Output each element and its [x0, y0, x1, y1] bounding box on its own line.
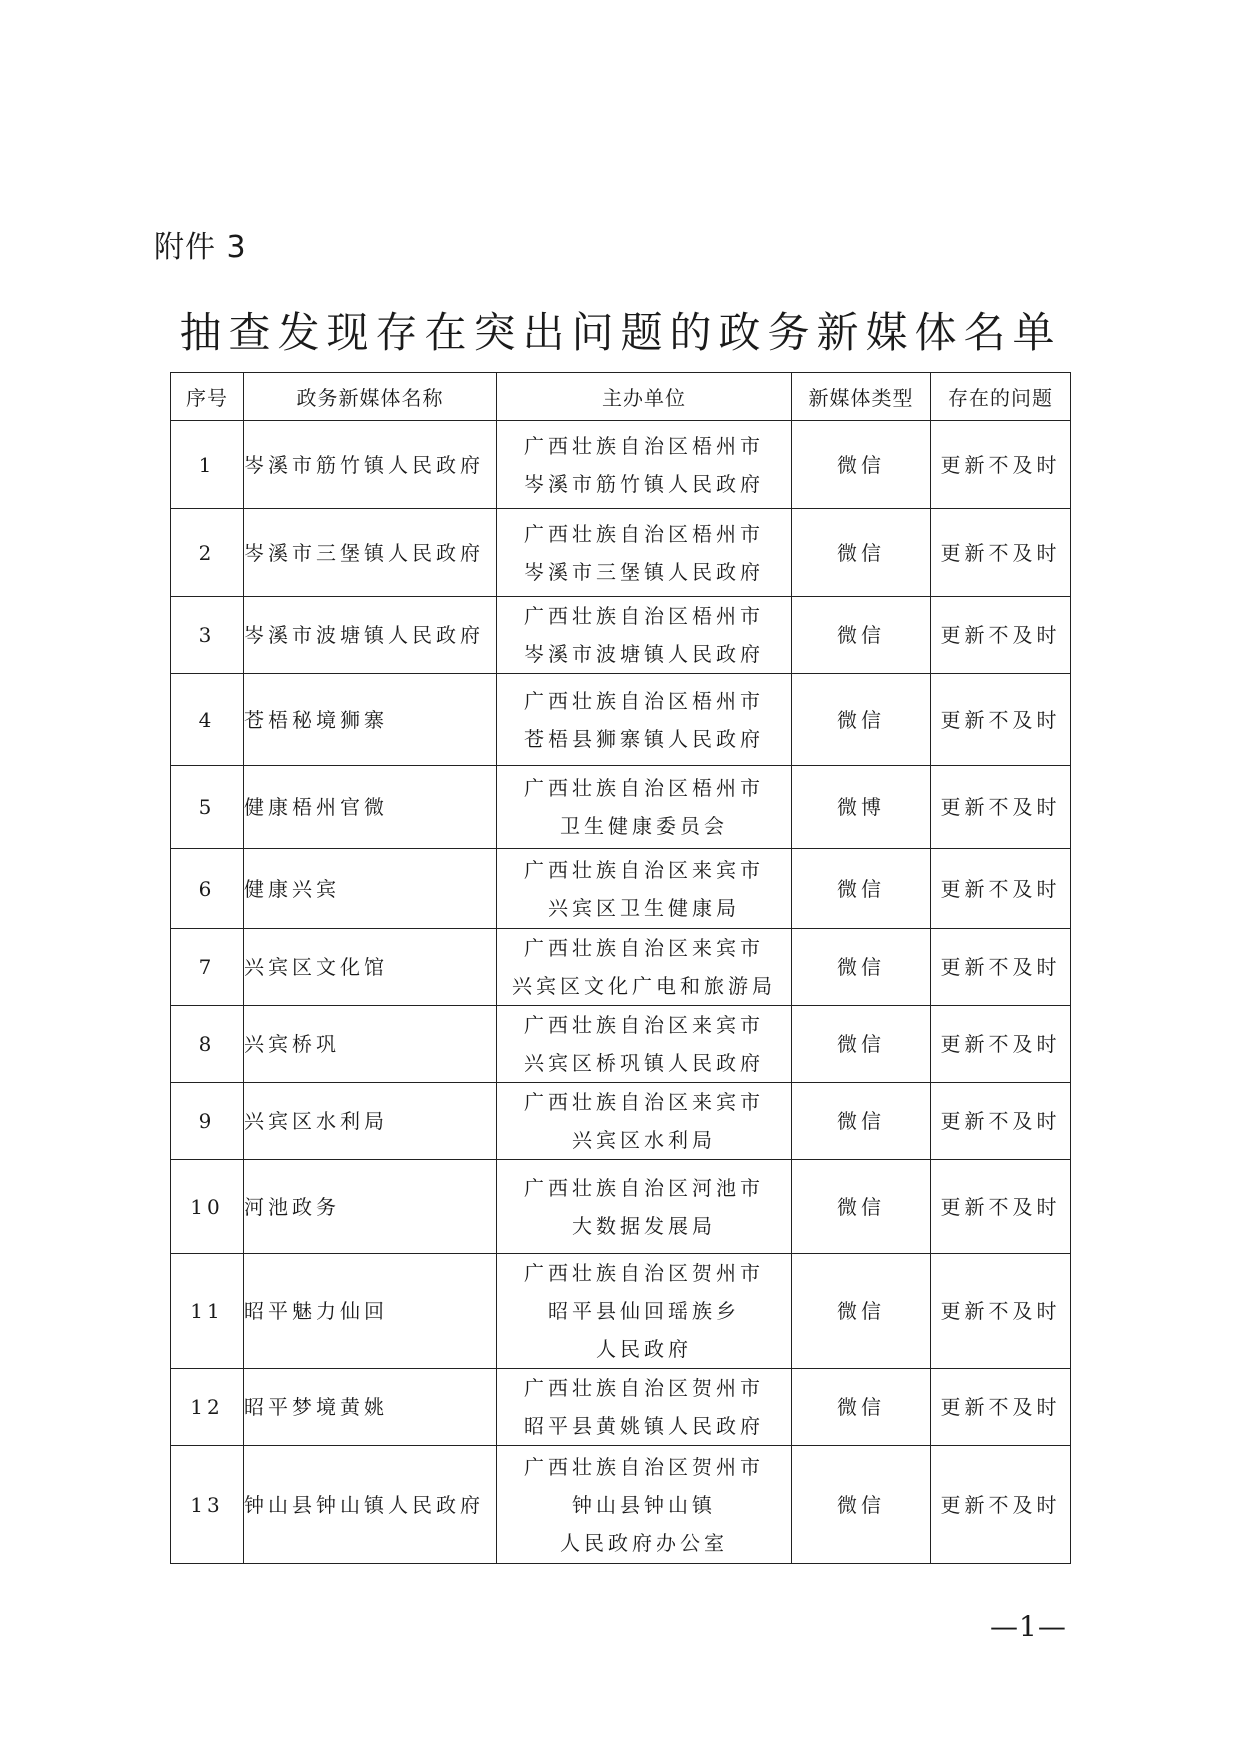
cell-org-line: 广西壮族自治区梧州市 [524, 604, 764, 628]
cell-org-line: 昭平县黄姚镇人民政府 [524, 1414, 764, 1438]
cell-org-line: 广西壮族自治区来宾市 [524, 936, 764, 960]
cell-issue: 更新不及时 [931, 1083, 1071, 1160]
cell-issue: 更新不及时 [931, 929, 1071, 1006]
table-row [171, 509, 1071, 597]
cell-no: 4 [171, 674, 244, 766]
cell-issue: 更新不及时 [931, 421, 1071, 509]
cell-issue: 更新不及时 [931, 766, 1071, 849]
cell-org-line: 昭平县仙回瑶族乡 [548, 1299, 740, 1323]
col-header-type: 新媒体类型 [792, 373, 931, 421]
cell-issue: 更新不及时 [931, 1446, 1071, 1564]
cell-org [497, 1254, 792, 1369]
media-list-table [170, 372, 1071, 1564]
cell-name: 岑溪市波塘镇人民政府 [244, 597, 497, 674]
cell-org-line: 广西壮族自治区来宾市 [524, 857, 764, 882]
table-row [171, 929, 1071, 1006]
cell-no: 1 [171, 421, 244, 509]
cell-type: 微信 [792, 1006, 931, 1083]
cell-type: 微信 [792, 849, 931, 929]
cell-issue: 更新不及时 [931, 597, 1071, 674]
cell-org-line: 广西壮族自治区贺州市 [524, 1261, 764, 1285]
table-row [171, 766, 1071, 849]
cell-org-line: 广西壮族自治区梧州市 [524, 776, 764, 800]
cell-org-line: 广西壮族自治区梧州市 [524, 521, 764, 546]
cell-org [497, 1006, 792, 1083]
cell-name: 昭平梦境黄姚 [244, 1369, 497, 1446]
cell-org-line: 钟山县钟山镇 [572, 1492, 716, 1517]
cell-type: 微信 [792, 597, 931, 674]
cell-org-line: 大数据发展局 [572, 1213, 716, 1238]
cell-type: 微博 [792, 766, 931, 849]
cell-type: 微信 [792, 1160, 931, 1254]
cell-org [497, 421, 792, 509]
cell-org-line: 苍梧县狮寨镇人民政府 [524, 726, 764, 751]
table-row [171, 849, 1071, 929]
cell-type: 微信 [792, 674, 931, 766]
table-row [171, 674, 1071, 766]
cell-no: 12 [171, 1369, 244, 1446]
table-row [171, 1083, 1071, 1160]
cell-name: 健康兴宾 [244, 849, 497, 929]
cell-type: 微信 [792, 929, 931, 1006]
cell-org-line: 广西壮族自治区梧州市 [524, 688, 764, 713]
cell-name: 健康梧州官微 [244, 766, 497, 849]
cell-issue: 更新不及时 [931, 1254, 1071, 1369]
cell-name: 钟山县钟山镇人民政府 [244, 1446, 497, 1564]
cell-type: 微信 [792, 1083, 931, 1160]
cell-org-line: 卫生健康委员会 [560, 814, 728, 838]
table-row [171, 1254, 1071, 1369]
cell-org-line: 岑溪市三堡镇人民政府 [524, 559, 764, 584]
cell-org-line: 兴宾区卫生健康局 [548, 895, 740, 920]
cell-org [497, 1083, 792, 1160]
cell-type: 微信 [792, 421, 931, 509]
page-number: —1— [990, 1610, 1067, 1643]
cell-name: 兴宾区文化馆 [244, 929, 497, 1006]
col-header-name: 政务新媒体名称 [244, 373, 497, 421]
cell-type: 微信 [792, 509, 931, 597]
cell-org-line: 广西壮族自治区贺州市 [524, 1454, 764, 1479]
cell-type: 微信 [792, 1446, 931, 1564]
cell-org-line: 兴宾区水利局 [572, 1128, 716, 1152]
cell-org-line: 广西壮族自治区来宾市 [524, 1090, 764, 1114]
cell-no: 2 [171, 509, 244, 597]
table-row [171, 1006, 1071, 1083]
table-row [171, 1160, 1071, 1254]
cell-org [497, 597, 792, 674]
cell-no: 10 [171, 1160, 244, 1254]
cell-name: 昭平魅力仙回 [244, 1254, 497, 1369]
cell-no: 11 [171, 1254, 244, 1369]
cell-no: 7 [171, 929, 244, 1006]
col-header-org: 主办单位 [497, 373, 792, 421]
table-row [171, 421, 1071, 509]
table-row [171, 1369, 1071, 1446]
cell-org-line: 岑溪市波塘镇人民政府 [524, 642, 764, 666]
cell-org [497, 1160, 792, 1254]
document-title: 抽查发现存在突出问题的政务新媒体名单 [179, 308, 1062, 357]
cell-org-line: 人民政府 [596, 1337, 692, 1361]
cell-org-line: 兴宾区文化广电和旅游局 [512, 974, 776, 998]
cell-name: 岑溪市筋竹镇人民政府 [244, 421, 497, 509]
cell-type: 微信 [792, 1254, 931, 1369]
cell-org-line: 广西壮族自治区来宾市 [524, 1013, 764, 1037]
cell-issue: 更新不及时 [931, 1160, 1071, 1254]
cell-issue: 更新不及时 [931, 1006, 1071, 1083]
cell-no: 9 [171, 1083, 244, 1160]
cell-name: 岑溪市三堡镇人民政府 [244, 509, 497, 597]
cell-org-line: 广西壮族自治区贺州市 [524, 1376, 764, 1400]
cell-org-line: 岑溪市筋竹镇人民政府 [524, 471, 764, 496]
cell-org [497, 849, 792, 929]
cell-no: 5 [171, 766, 244, 849]
cell-no: 3 [171, 597, 244, 674]
cell-no: 6 [171, 849, 244, 929]
cell-org-line: 广西壮族自治区河池市 [524, 1175, 764, 1200]
cell-org [497, 766, 792, 849]
cell-no: 13 [171, 1446, 244, 1564]
table-row [171, 597, 1071, 674]
cell-org-line: 人民政府办公室 [560, 1530, 728, 1555]
cell-issue: 更新不及时 [931, 849, 1071, 929]
col-header-no: 序号 [171, 373, 244, 421]
cell-org-line: 兴宾区桥巩镇人民政府 [524, 1051, 764, 1075]
cell-issue: 更新不及时 [931, 509, 1071, 597]
cell-org [497, 509, 792, 597]
table-header-row [171, 373, 1071, 421]
cell-no: 8 [171, 1006, 244, 1083]
cell-org [497, 674, 792, 766]
attachment-label: 附件 3 [154, 230, 247, 265]
cell-org [497, 1446, 792, 1564]
table-row [171, 1446, 1071, 1564]
cell-name: 兴宾区水利局 [244, 1083, 497, 1160]
cell-name: 河池政务 [244, 1160, 497, 1254]
cell-name: 苍梧秘境狮寨 [244, 674, 497, 766]
cell-type: 微信 [792, 1369, 931, 1446]
cell-issue: 更新不及时 [931, 1369, 1071, 1446]
col-header-issue: 存在的问题 [931, 373, 1071, 421]
cell-org-line: 广西壮族自治区梧州市 [524, 433, 764, 458]
cell-issue: 更新不及时 [931, 674, 1071, 766]
cell-org [497, 1369, 792, 1446]
cell-org [497, 929, 792, 1006]
cell-name: 兴宾桥巩 [244, 1006, 497, 1083]
